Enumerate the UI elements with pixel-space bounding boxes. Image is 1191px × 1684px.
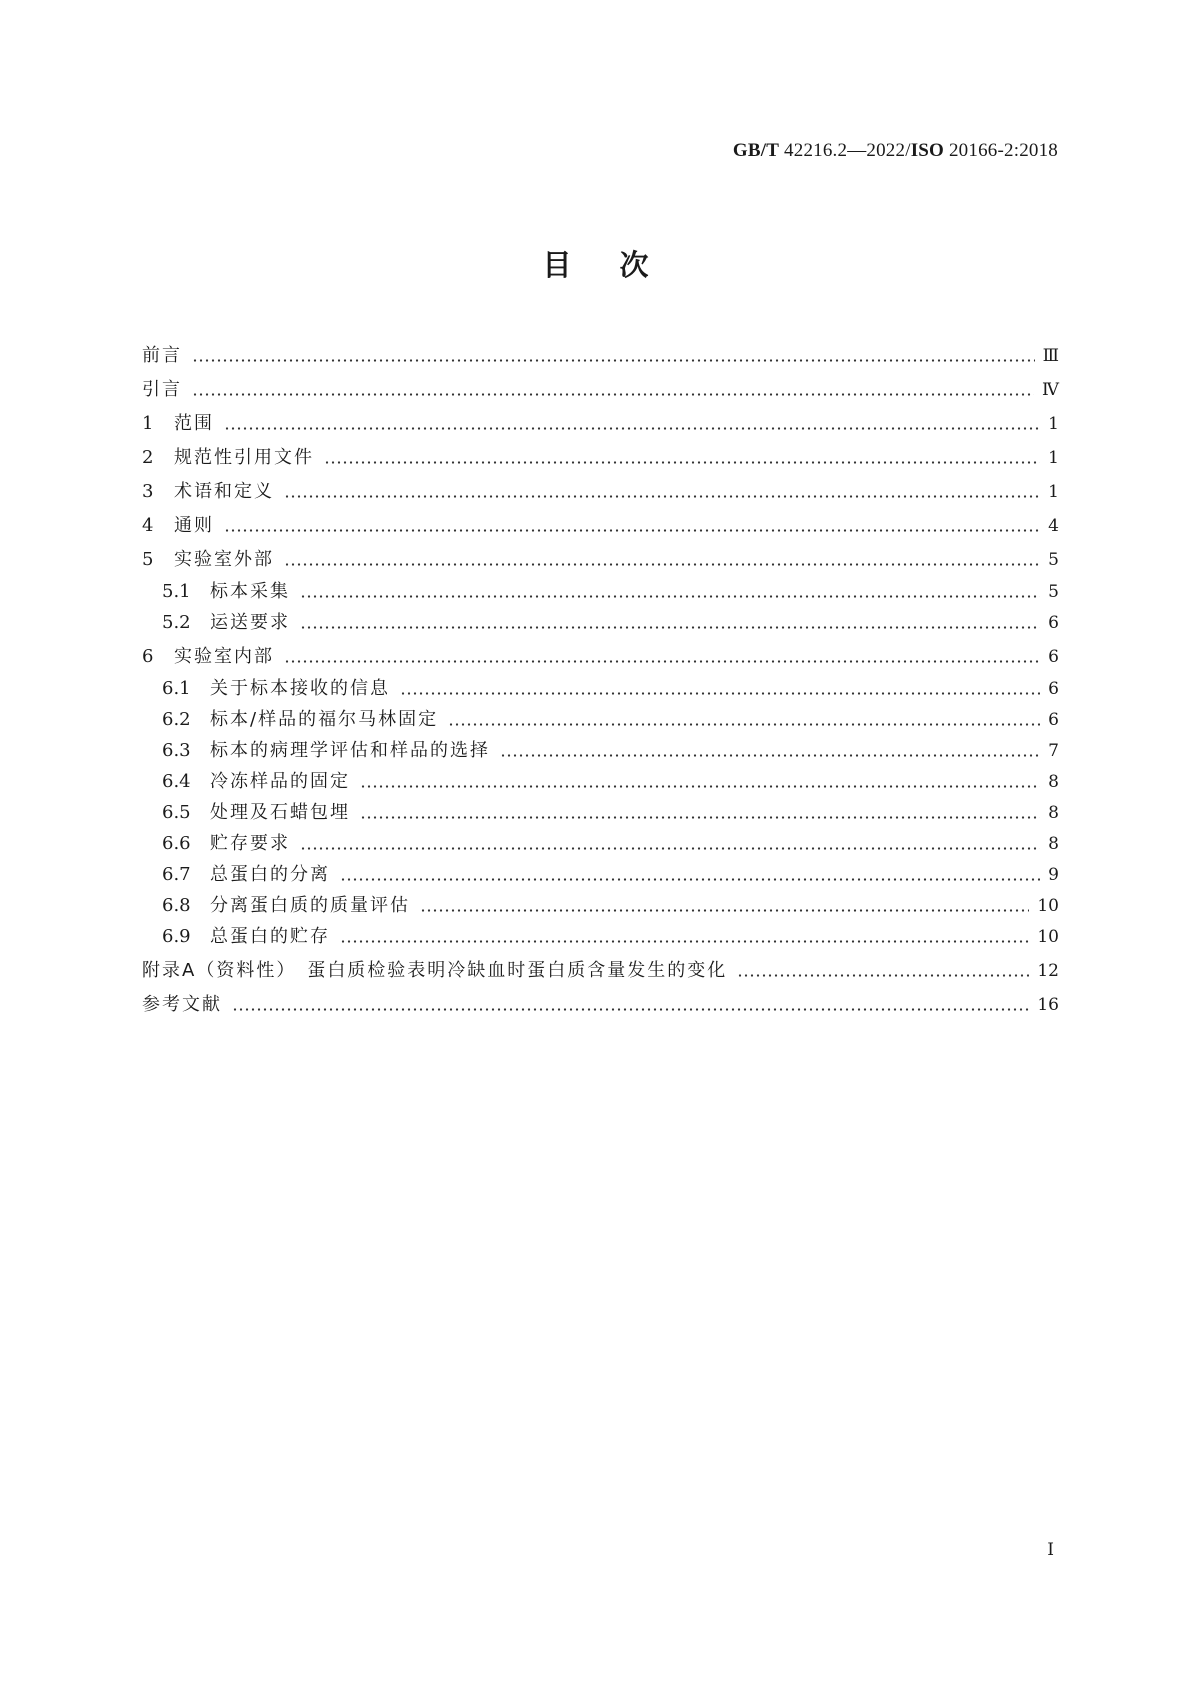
toc-entry-6-9[interactable] [142, 918, 1059, 948]
toc-entry-label: 标本采集 [210, 581, 290, 602]
toc-entry-6-5[interactable] [142, 794, 1059, 824]
iso-number: 20166-2:2018 [948, 140, 1058, 161]
toc-entry-number: 6.4 [162, 771, 191, 792]
toc-entry-6-2[interactable] [142, 701, 1059, 731]
toc-entry-number: 6.8 [162, 895, 191, 916]
toc-entry-label: 贮存要求 [210, 833, 290, 854]
toc-entry-page: 5 [1048, 550, 1059, 570]
standard-code-prefix: GB/T [732, 140, 780, 161]
toc-entry-page: 1 [1048, 482, 1059, 502]
toc-leader-dots [448, 723, 1040, 726]
toc-leader-dots [192, 359, 1035, 362]
toc-entry-number: 6.2 [162, 709, 191, 730]
toc-entry-page: 10 [1037, 927, 1059, 947]
toc-entry-label: 范围 [174, 413, 214, 434]
toc-leader-dots [360, 785, 1040, 788]
toc-entry-page: 12 [1037, 961, 1059, 981]
toc-entry-page: 9 [1048, 865, 1059, 885]
toc-entry-page: 6 [1048, 710, 1059, 730]
toc-entry-page: 8 [1048, 834, 1059, 854]
toc-entry-appendix-a[interactable] [142, 952, 1059, 982]
toc-entry-page: 1 [1048, 414, 1059, 434]
toc-entry-label: 冷冻样品的固定 [210, 771, 350, 792]
toc-leader-dots [232, 1008, 1029, 1011]
toc-entry-6-1[interactable] [142, 670, 1059, 700]
toc-leader-dots [340, 878, 1040, 881]
toc-entry-page: 16 [1037, 995, 1059, 1015]
toc-leader-dots [737, 974, 1029, 977]
toc-entry-page: Ⅲ [1042, 346, 1059, 366]
toc-entry-number: 2 [142, 447, 154, 468]
toc-leader-dots [324, 461, 1040, 464]
toc-entry-2[interactable] [142, 439, 1059, 469]
toc-entry-page: 7 [1048, 741, 1059, 761]
toc-entry-number: 6.3 [162, 740, 191, 761]
toc-leader-dots [284, 495, 1040, 498]
toc-title: 目次 [542, 248, 697, 282]
toc-entry-label: 实验室外部 [174, 549, 274, 570]
iso-prefix: ISO [910, 140, 945, 161]
toc-leader-dots [300, 626, 1040, 629]
toc-entry-number: 6.9 [162, 926, 191, 947]
toc-entry-number: 5 [142, 549, 154, 570]
toc-entry-page: Ⅳ [1042, 380, 1059, 400]
toc-leader-dots [500, 754, 1040, 757]
toc-leader-dots [300, 847, 1040, 850]
toc-entry-page: 5 [1048, 582, 1059, 602]
toc-entry-page: 1 [1048, 448, 1059, 468]
toc-entry-number: 6 [142, 646, 154, 667]
toc-entry-label: 处理及石蜡包埋 [210, 802, 350, 823]
toc-entry-page: 10 [1037, 896, 1059, 916]
toc-entry-number: 6.6 [162, 833, 191, 854]
toc-entry-introduction[interactable] [142, 371, 1059, 401]
toc-entry-number: 6.5 [162, 802, 191, 823]
toc-entry-6-7[interactable] [142, 856, 1059, 886]
toc-entry-label: 标本/样品的福尔马林固定 [210, 709, 439, 730]
standard-code-number: 42216.2—2022/ [784, 140, 911, 161]
toc-entry-label: 总蛋白的分离 [210, 864, 330, 885]
toc-entry-page: 8 [1048, 772, 1059, 792]
toc-entry-page: 4 [1048, 516, 1059, 536]
toc-entry-label: 通则 [174, 515, 214, 536]
toc-entry-6-4[interactable] [142, 763, 1059, 793]
toc-entry-label: 关于标本接收的信息 [210, 678, 390, 699]
toc-leader-dots [284, 563, 1040, 566]
toc-entry-label: 术语和定义 [174, 481, 274, 502]
toc-entry-page: 6 [1048, 647, 1059, 667]
toc-entry-1[interactable] [142, 405, 1059, 435]
toc-leader-dots [360, 816, 1040, 819]
toc-leader-dots [340, 940, 1029, 943]
toc-entry-number: 5.2 [162, 612, 191, 633]
toc-entry-label: 参考文献 [142, 994, 222, 1015]
toc-entry-references[interactable] [142, 986, 1059, 1016]
toc-entry-3[interactable] [142, 473, 1059, 503]
toc-entry-label: 实验室内部 [174, 646, 274, 667]
toc-entry-4[interactable] [142, 507, 1059, 537]
toc-entry-6-3[interactable] [142, 732, 1059, 762]
toc-leader-dots [420, 909, 1029, 912]
toc-entry-page: 6 [1048, 679, 1059, 699]
toc-entry-label: 附录A（资料性） 蛋白质检验表明冷缺血时蛋白质含量发生的变化 [142, 960, 728, 981]
toc-entry-label: 前言 [142, 345, 182, 366]
toc-leader-dots [284, 660, 1040, 663]
toc-entry-number: 6.1 [162, 678, 191, 699]
toc-entry-number: 4 [142, 515, 154, 536]
toc-leader-dots [224, 427, 1040, 430]
toc-leader-dots [400, 692, 1040, 695]
toc-entry-label: 运送要求 [210, 612, 290, 633]
toc-entry-6[interactable] [142, 638, 1059, 668]
toc-entry-number: 1 [142, 413, 154, 434]
toc-entry-label: 分离蛋白质的质量评估 [210, 895, 410, 916]
toc-entry-number: 3 [142, 481, 154, 502]
toc-entry-label: 规范性引用文件 [174, 447, 314, 468]
toc-entry-page: 8 [1048, 803, 1059, 823]
toc-entry-label: 总蛋白的贮存 [210, 926, 330, 947]
toc-entry-foreword[interactable] [142, 337, 1059, 367]
toc-entry-5-2[interactable] [142, 604, 1059, 634]
toc-entry-number: 6.7 [162, 864, 191, 885]
toc-entry-label: 标本的病理学评估和样品的选择 [210, 740, 490, 761]
toc-entry-5[interactable] [142, 541, 1059, 571]
toc-leader-dots [300, 595, 1040, 598]
toc-entry-page: 6 [1048, 613, 1059, 633]
toc-entry-number: 5.1 [162, 581, 191, 602]
toc-entry-label: 引言 [142, 379, 182, 400]
toc-entry-5-1[interactable] [142, 573, 1059, 603]
standard-code [733, 140, 1058, 162]
toc-entry-6-6[interactable] [142, 825, 1059, 855]
page-number: I [1047, 1540, 1054, 1560]
toc-leader-dots [192, 393, 1034, 396]
toc-leader-dots [224, 529, 1040, 532]
toc-entry-6-8[interactable] [142, 887, 1059, 917]
